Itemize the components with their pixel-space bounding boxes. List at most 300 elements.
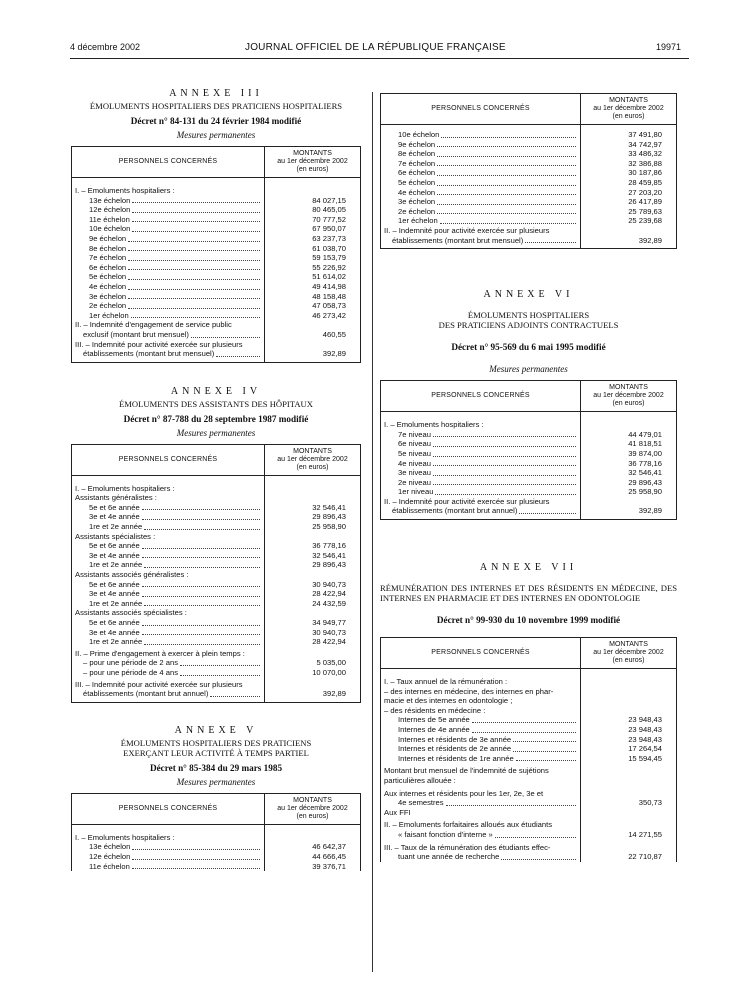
row-value: 39 874,00 (628, 448, 662, 458)
mesures-label: Mesures permanentes (176, 427, 256, 438)
table-row (381, 207, 677, 217)
table-row (381, 430, 677, 440)
montants-line3: (en euros) (296, 812, 329, 820)
row-value: 47 058,73 (312, 301, 346, 311)
table-row (72, 263, 361, 273)
table-row (381, 149, 677, 159)
row-value: 44 479,01 (628, 429, 662, 439)
row-value: 70 777,52 (312, 214, 346, 224)
row-label: 9e échelon (398, 139, 436, 149)
table-row (72, 589, 361, 599)
leader-dots (433, 456, 576, 457)
leader-dots (440, 223, 576, 224)
table-row (72, 842, 361, 852)
leader-dots (132, 859, 260, 860)
table-row (381, 478, 677, 488)
row-label: 10e échelon (398, 130, 440, 139)
row-value: 32 546,41 (628, 468, 662, 478)
leader-dots (132, 231, 260, 232)
decree-reference: Décret n° 95-569 du 6 mai 1995 modifié (451, 342, 606, 353)
table-row (381, 439, 677, 449)
row-value: 48 158,48 (312, 291, 346, 301)
annexe-4 (71, 386, 361, 703)
row-label: 3e niveau (398, 468, 431, 478)
row-value: 49 414,98 (312, 281, 346, 291)
table-row (381, 140, 677, 150)
table-row (72, 244, 361, 254)
col-header-personnels: PERSONNELS CONCERNÉS (381, 94, 581, 125)
row-value: 36 778,16 (628, 458, 662, 468)
row-value: 80 465,05 (312, 205, 346, 215)
leader-dots (513, 751, 576, 752)
leader-dots (437, 204, 576, 205)
annexe-label: ANNEXE IV (170, 385, 262, 397)
annexe-label: ANNEXE VI (483, 289, 574, 301)
row-value: 39 376,71 (312, 861, 346, 871)
section-heading: I. – Emoluments hospitaliers : (381, 412, 581, 430)
row-value: 46 642,37 (312, 842, 346, 852)
row-value: 84 027,15 (312, 195, 346, 205)
leader-dots (144, 529, 260, 530)
aux-line1: Aux internes et résidents pour les 1er, 2e, 3e et (381, 786, 581, 799)
table-row (72, 637, 361, 647)
row-label: 6e échelon (89, 262, 127, 272)
row-value: 5 035,00 (316, 658, 346, 668)
leader-dots (437, 165, 576, 166)
row-label: 3e et 4e année (89, 589, 140, 599)
group-heading-row (72, 570, 361, 580)
row-label: 2e échelon (398, 206, 436, 216)
table-row (381, 735, 677, 745)
ii-line1: II. – Indemnité d'engagement de service public (72, 320, 265, 330)
row-label: 2e échelon (89, 301, 127, 311)
row-label: 5e et 6e année (89, 579, 140, 589)
iii-value: 392,89 (322, 349, 346, 359)
row-label: Internes de 5e année (398, 715, 470, 725)
row-label: 4e échelon (89, 281, 127, 291)
leader-dots (132, 849, 260, 850)
table-row (72, 852, 361, 862)
annexe-5 (71, 725, 361, 871)
row-value: 51 614,02 (312, 272, 346, 282)
annexe-title-line2: DES PRATICIENS ADJOINTS CONTRACTUELS (438, 320, 619, 331)
decree-reference: Décret n° 87-788 du 28 septembre 1987 modifié (123, 413, 309, 424)
leader-dots (144, 644, 260, 645)
leader-dots (128, 260, 260, 261)
leader-dots (132, 202, 260, 203)
col-header-personnels: PERSONNELS CONCERNÉS (72, 793, 265, 824)
row-label: 1re et 2e année (89, 637, 143, 647)
col-header-montants (581, 94, 677, 125)
leader-dots (128, 241, 260, 242)
montants-line3: (en euros) (612, 657, 645, 665)
table-row (72, 658, 361, 668)
col-header-montants (265, 147, 361, 178)
table-row (381, 487, 677, 497)
row-label: 8e échelon (89, 243, 127, 253)
row-value: 28 422,94 (312, 589, 346, 599)
ii-line1: II. – Indemnité pour activité exercée sur plusieurs (381, 226, 581, 236)
i-line4: – des résidents en médecine : (381, 706, 581, 716)
row-value: 32 546,41 (312, 502, 346, 512)
ii-line2: « faisant fonction d'interne » (398, 829, 493, 839)
montants-line1: MONTANTS (609, 97, 648, 104)
row-value: 27 203,20 (628, 187, 662, 197)
group-heading-row (72, 608, 361, 618)
table-row (381, 725, 677, 735)
right-column (380, 66, 677, 862)
row-label: 3e échelon (398, 197, 436, 207)
row-label: 4e échelon (398, 187, 436, 197)
mesures-label: Mesures permanentes (176, 130, 256, 140)
row-label: 5e et 6e année (89, 618, 140, 627)
leader-dots (128, 250, 260, 251)
leader-dots (142, 634, 260, 635)
leader-dots (433, 446, 576, 447)
ii-value: 460,55 (322, 329, 346, 339)
row-label: 12e échelon (89, 205, 131, 215)
table-row (381, 178, 677, 188)
annexe-6-table (380, 380, 677, 520)
row-label: 3e et 4e année (89, 550, 140, 560)
iii-line1: III. – Indemnité pour activité exercée sur plusieurs (72, 340, 265, 350)
table-row (381, 188, 677, 198)
montants-line2: au 1er décembre 2002 (277, 804, 348, 812)
table-row (72, 580, 361, 590)
col-header-montants (265, 793, 361, 824)
montants-line2: au 1er décembre 2002 (593, 105, 664, 112)
annexe-7 (380, 562, 677, 862)
montants-line1: MONTANTS (609, 641, 648, 649)
iii-line2: tuant une année de recherche (398, 852, 500, 862)
header-rule (70, 58, 689, 59)
iii-value: 22 710,87 (628, 852, 662, 862)
leader-dots (144, 567, 260, 568)
montants-line3: (en euros) (296, 463, 329, 471)
col-header-montants (265, 444, 361, 475)
table-row (381, 744, 677, 754)
col-header-personnels: PERSONNELS CONCERNÉS (381, 381, 581, 412)
row-value: 63 237,73 (312, 233, 346, 243)
decree-reference: Décret n° 84-131 du 24 février 1984 modifié (130, 116, 302, 126)
table-row (72, 862, 361, 872)
row-value: 25 958,90 (628, 487, 662, 497)
row-value: 29 896,43 (312, 512, 346, 522)
table-row (72, 512, 361, 522)
annexe-label: ANNEXE III (169, 88, 263, 99)
row-label: 11e échelon (89, 214, 130, 224)
table-row (381, 754, 677, 764)
annexe-title-line1: ÉMOLUMENTS HOSPITALIERS (467, 310, 590, 321)
ii-line1: II. – Emoluments forfaitaires alloués aux étudiants (381, 817, 581, 830)
section-heading: I. – Emoluments hospitaliers : (72, 178, 265, 196)
ii-value: 14 271,55 (628, 829, 662, 839)
leader-dots (433, 465, 576, 466)
row-label: 1er échelon (89, 310, 129, 320)
table-row (381, 159, 677, 169)
left-column (71, 66, 361, 871)
leader-dots (437, 213, 576, 214)
row-label: 13e échelon (89, 195, 131, 205)
col-header-personnels: PERSONNELS CONCERNÉS (72, 147, 265, 178)
iii-line1: III. – Indemnité pour activité exercée sur plusieurs (72, 678, 265, 690)
row-label: 8e échelon (398, 149, 436, 159)
annexe-4-table (71, 444, 361, 703)
row-value: 23 948,43 (628, 715, 662, 725)
row-label: 6e échelon (398, 168, 436, 178)
leader-dots (472, 722, 576, 723)
row-value: 44 666,45 (312, 851, 346, 861)
col-header-personnels: PERSONNELS CONCERNÉS (72, 444, 265, 475)
ii-line1: II. – Indemnité pour activité exercée sur plusieurs (381, 497, 581, 507)
annexe-title-line1: ÉMOLUMENTS HOSPITALIERS DES PRATICIENS (120, 737, 312, 748)
leader-dots (433, 484, 576, 485)
leader-dots (437, 194, 576, 195)
row-value: 24 432,59 (312, 598, 346, 608)
row-label: 7e niveau (398, 429, 431, 439)
i-line3: macie et des internes en odontologie ; (381, 696, 581, 706)
table-row (381, 449, 677, 459)
montants-line2: au 1er décembre 2002 (593, 649, 664, 657)
leader-dots (516, 760, 576, 761)
row-value: 32 386,88 (628, 158, 662, 168)
leader-dots (437, 185, 576, 186)
group-heading-row (72, 532, 361, 542)
table-row (72, 503, 361, 513)
row-value: 26 417,89 (628, 197, 662, 207)
row-label: 6e niveau (398, 439, 431, 449)
row-value: 55 226,92 (312, 262, 346, 272)
annexe-title: ÉMOLUMENTS DES ASSISTANTS DES HÔPITAUX (119, 398, 313, 409)
table-row (72, 282, 361, 292)
leader-dots (437, 175, 576, 176)
row-label: 13e échelon (89, 842, 131, 852)
row-label: 5e échelon (398, 177, 436, 187)
table-row (72, 618, 361, 628)
col-header-montants (581, 638, 677, 669)
leader-dots (128, 298, 260, 299)
montants-line2: au 1er décembre 2002 (277, 455, 348, 463)
row-label: 1re et 2e année (89, 522, 143, 532)
leader-dots (433, 475, 576, 476)
row-label: 5e et 6e année (89, 541, 140, 551)
annexe-3-table (71, 146, 361, 363)
annexe-label: ANNEXE V (174, 724, 258, 736)
annexe-title: ÉMOLUMENTS HOSPITALIERS DES PRATICIENS HOSPITALIERS (89, 101, 343, 111)
row-value: 29 896,43 (628, 477, 662, 487)
decree-reference: Décret n° 85-384 du 29 mars 1985 (149, 762, 283, 773)
row-label: 11e échelon (89, 861, 130, 871)
leader-dots (132, 212, 260, 213)
table-row (72, 272, 361, 282)
annexe-7-table (380, 637, 677, 862)
iii-value: 392,89 (322, 689, 346, 699)
annexe-label: ANNEXE VII (479, 562, 578, 574)
annexe-5-table-continued (380, 93, 677, 249)
row-value: 25 789,63 (628, 206, 662, 216)
mb-line2: particulières allouée : (381, 776, 581, 786)
table-row (72, 628, 361, 638)
row-label: 3e et 4e année (89, 627, 140, 637)
leader-dots (441, 137, 576, 138)
leader-dots (180, 665, 260, 666)
montants-line1: MONTANTS (609, 384, 648, 392)
table-row (72, 311, 361, 321)
i-line1: I. – Taux annuel de la rémunération : (381, 669, 581, 687)
leader-dots (142, 548, 260, 549)
leader-dots (144, 605, 260, 606)
leader-dots (437, 156, 576, 157)
table-row (381, 130, 677, 140)
row-value: 15 594,45 (628, 753, 662, 763)
column-divider (372, 92, 373, 972)
group-heading: Assistants spécialistes : (72, 532, 265, 542)
leader-dots (435, 494, 576, 495)
table-row (381, 216, 677, 226)
ffi-line: Aux FFI (381, 808, 581, 818)
table-row (72, 599, 361, 609)
row-value: 34 949,77 (312, 618, 346, 627)
table-row (72, 541, 361, 551)
leader-dots (142, 509, 260, 510)
table-row (381, 168, 677, 178)
row-value: 61 038,70 (312, 243, 346, 253)
row-value: 33 486,32 (628, 149, 662, 159)
leader-dots (142, 596, 260, 597)
col-header-personnels: PERSONNELS CONCERNÉS (381, 638, 581, 669)
row-label: 5e échelon (89, 272, 127, 282)
header-page-number: 19971 (655, 42, 681, 52)
mb-line1: Montant brut mensuel de l'indemnité de sujétions (381, 763, 581, 776)
row-label: 9e échelon (89, 233, 127, 243)
table-row (72, 234, 361, 244)
table-row (72, 205, 361, 215)
col-header-montants (581, 381, 677, 412)
table-row (381, 715, 677, 725)
row-value: 23 948,43 (628, 725, 662, 735)
leader-dots (142, 557, 260, 558)
group-heading: Assistants associés généralistes : (72, 570, 265, 580)
row-label: 10e échelon (89, 224, 131, 234)
leader-dots (131, 317, 260, 318)
ii-line2: exclusif (montant brut mensuel) (83, 329, 189, 339)
section-heading: I. – Emoluments hospitaliers : (72, 475, 265, 493)
decree-reference: Décret n° 99-930 du 10 novembre 1999 modifié (436, 615, 621, 626)
ii-line2: établissements (montant brut mensuel) (392, 235, 524, 245)
ii-line2: établissements (montant brut annuel) (392, 506, 518, 516)
montants-line1: MONTANTS (293, 447, 332, 455)
montants-line1: MONTANTS (293, 796, 332, 804)
i-line2: – des internes en médecine, des internes en phar- (381, 687, 581, 697)
annexe-3 (71, 88, 361, 363)
table-row (72, 196, 361, 206)
row-label: Internes et résidents de 2e année (398, 744, 512, 754)
leader-dots (513, 741, 576, 742)
leader-dots (433, 436, 576, 437)
aux-value: 350,73 (638, 798, 662, 808)
row-label: 7e échelon (398, 158, 436, 168)
annexe-5-table (71, 793, 361, 871)
row-label: 1re et 2e année (89, 598, 143, 608)
table-row (72, 560, 361, 570)
row-value: 32 546,41 (312, 550, 346, 560)
leader-dots (128, 269, 260, 270)
row-label: 3e et 4e année (89, 512, 140, 522)
row-value: 41 818,51 (628, 439, 662, 449)
row-label: Internes et résidents de 3e année (398, 734, 512, 744)
mesures-label: Mesures permanentes (489, 364, 568, 375)
table-row (381, 459, 677, 469)
row-label: 7e échelon (89, 253, 127, 263)
ii-value: 392,89 (638, 506, 662, 516)
group-heading: Assistants généralistes : (72, 493, 265, 503)
row-label: 1re et 2e année (89, 560, 143, 570)
section-heading: I. – Emoluments hospitaliers : (72, 824, 265, 842)
iii-line2: établissements (montant brut annuel) (83, 689, 209, 699)
row-value: 67 950,07 (312, 224, 346, 234)
row-value: 46 273,42 (312, 310, 346, 320)
annexe-title-line2: EXERÇANT LEUR ACTIVITÉ À TEMPS PARTIEL (123, 747, 309, 758)
row-label: 12e échelon (89, 851, 131, 861)
row-value: 59 153,79 (312, 253, 346, 263)
table-row (72, 522, 361, 532)
row-label: – pour une période de 2 ans (83, 658, 178, 668)
row-value: 28 422,94 (312, 637, 346, 647)
row-label: – pour une période de 4 ans (83, 667, 178, 677)
montants-line2: au 1er décembre 2002 (277, 158, 348, 165)
row-label: 1er niveau (398, 487, 434, 497)
montants-line3: (en euros) (612, 400, 645, 408)
row-value: 28 459,85 (628, 177, 662, 187)
leader-dots (142, 625, 260, 626)
table-row (72, 224, 361, 234)
ii-value: 392,89 (638, 235, 662, 245)
mesures-label: Mesures permanentes (176, 776, 256, 787)
header-date: 4 décembre 2002 (70, 42, 141, 52)
leader-dots (142, 519, 260, 520)
row-label: 2e niveau (398, 477, 431, 487)
leader-dots (437, 146, 576, 147)
aux-line2: 4e semestres (398, 798, 444, 808)
row-value: 10 070,00 (312, 667, 346, 677)
row-value: 17 264,54 (628, 744, 662, 754)
row-label: Internes et résidents de 1re année (398, 753, 514, 763)
leader-dots (132, 221, 260, 222)
row-value: 25 239,68 (628, 216, 662, 226)
iii-line2: établissements (montant brut mensuel) (83, 349, 215, 359)
table-row (72, 253, 361, 263)
group-heading-row (72, 493, 361, 503)
montants-line1: MONTANTS (293, 150, 332, 157)
row-label: 4e niveau (398, 458, 431, 468)
table-row (72, 668, 361, 678)
row-value: 30 187,86 (628, 168, 662, 178)
table-row (72, 215, 361, 225)
row-value: 36 778,16 (312, 541, 346, 551)
row-value: 34 742,97 (628, 139, 662, 149)
leader-dots (132, 868, 260, 869)
leader-dots (472, 732, 576, 733)
montants-line3: (en euros) (612, 113, 645, 120)
table-row (72, 551, 361, 561)
row-label: 3e échelon (89, 291, 127, 301)
leader-dots (142, 586, 260, 587)
table-row (72, 292, 361, 302)
leader-dots (128, 289, 260, 290)
row-value: 37 491,80 (628, 130, 662, 139)
table-row (381, 468, 677, 478)
ii-line1: II. – Prime d'engagement à exercer à plein temps : (72, 647, 265, 659)
